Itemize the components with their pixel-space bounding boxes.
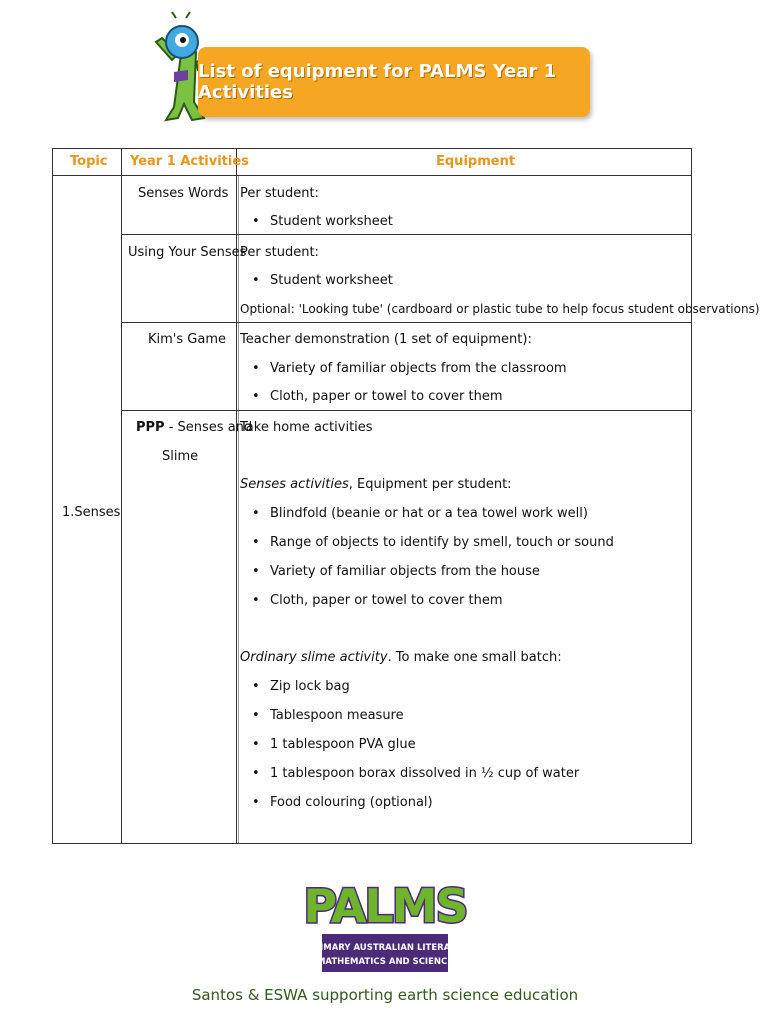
logo-line1: PRIMARY AUSTRALIAN LITERACY [307,943,463,953]
topic-cell: 1.Senses [62,505,121,520]
activity-using-your-senses: Using Your Senses [128,245,247,260]
slime-bullet: • Food colouring (optional) [270,794,433,812]
equipment-bullet: • Student worksheet [270,272,393,290]
slime-bullet: • 1 tablespoon PVA glue [270,736,416,754]
logo-word: PALMS [303,879,467,933]
slime-bullet: • 1 tablespoon borax dissolved in ½ cup of water [270,765,579,783]
activity-senses-words: Senses Words [138,186,229,201]
equipment-bullet: • Variety of familiar objects from the classroom [270,360,567,378]
activity-ppp-line2: Slime [162,449,199,464]
senses-activities-rest: , Equipment per student: [348,477,512,492]
slime-activity-heading [240,649,562,667]
header-activities: Year 1 Activities [130,154,249,169]
equipment-line: Per student: [240,245,319,260]
activity-ppp [136,419,252,437]
senses-bullet: • Variety of familiar objects from the house [270,563,540,581]
slime-bullet: • Zip lock bag [270,678,350,696]
senses-bullet: • Range of objects to identify by smell, touch or sound [270,534,614,552]
activity-ppp-bold: PPP [136,420,165,435]
equipment-optional-note: Optional: 'Looking tube' (cardboard or plastic tube to help focus student observations) [240,302,760,316]
senses-activities-italic: Senses activities [240,477,349,492]
page-title: List of equipment for PALMS Year 1 Activities [198,61,557,103]
senses-bullet: • Blindfold (beanie or hat or a tea towel work well) [270,505,588,523]
activity-kims-game: Kim's Game [148,332,226,347]
equipment-line: Per student: [240,186,319,201]
logo-line2: MATHEMATICS AND SCIENCE [316,957,454,967]
slime-activity-italic: Ordinary slime activity [240,650,388,665]
slime-bullet: • Tablespoon measure [270,707,404,725]
equipment-table [52,148,760,844]
senses-bullet: • Cloth, paper or towel to cover them [270,592,503,610]
footer-text: Santos & ESWA supporting earth science education [191,986,579,1004]
equipment-bullet: • Student worksheet [270,213,393,231]
header-equipment: Equipment [436,154,516,169]
equipment-line: Teacher demonstration (1 set of equipment): [240,332,532,347]
equipment-bullet: • Cloth, paper or towel to cover them [270,388,503,406]
equipment-intro: Take home activities [240,420,373,435]
slime-activity-rest: . To make one small batch: [387,650,562,665]
activity-ppp-rest: - Senses and [164,420,253,435]
palms-logo [303,868,467,974]
senses-activities-heading [240,476,512,494]
header-topic: Topic [70,154,108,169]
title-banner [198,47,590,117]
